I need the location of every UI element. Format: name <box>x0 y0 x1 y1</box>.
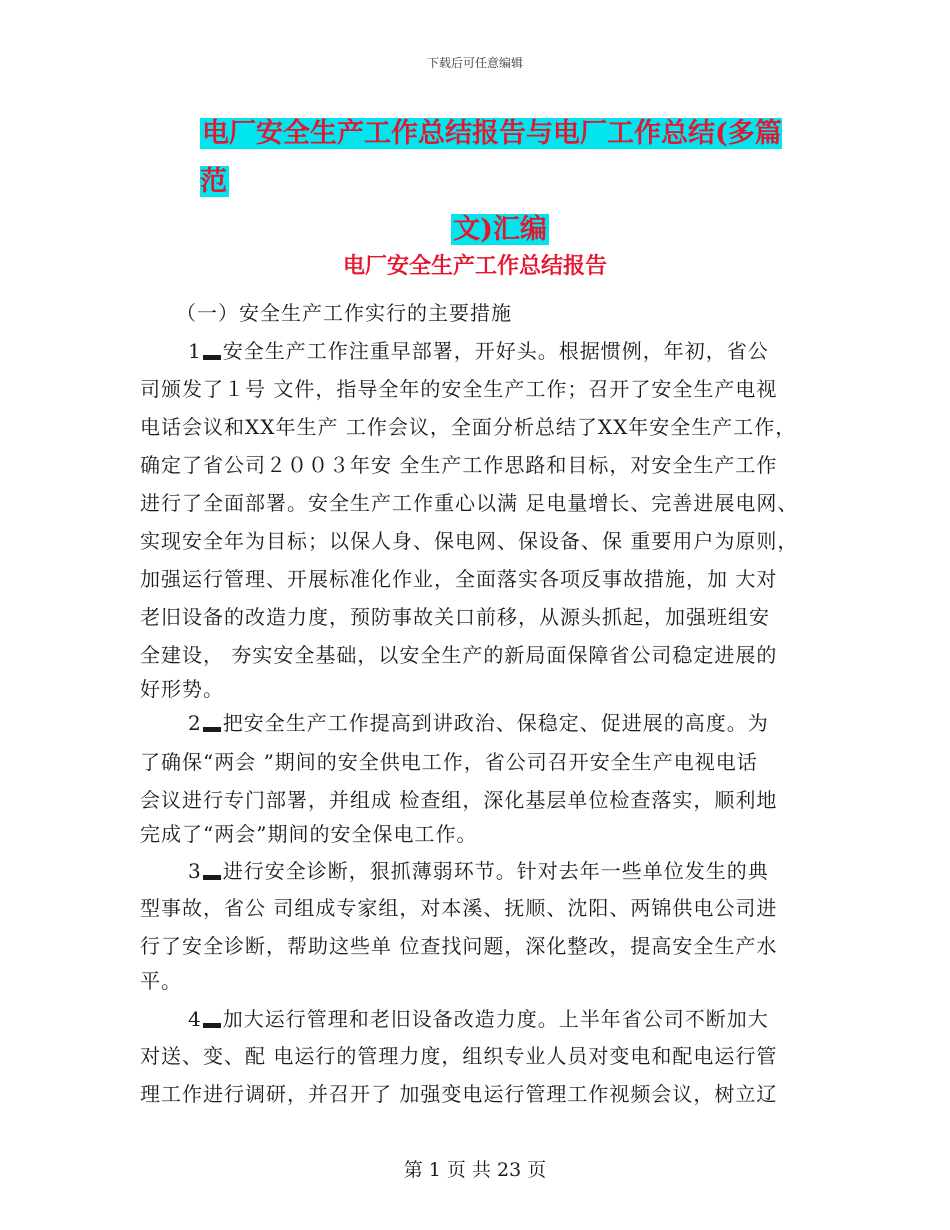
item-number: 2 <box>188 711 202 735</box>
paragraph-line: 型事故，省公 司组成专家组，对本溪、抚顺、沈阳、两锦供电公司进 <box>140 896 778 920</box>
paragraph-line: 完成了“两会”期间的安全保电工作。 <box>140 822 478 846</box>
paragraph-line: 2 把安全生产工作提高到讲政治、保稳定、促进展的高度。为 <box>188 711 769 735</box>
list-marker-icon <box>203 723 221 732</box>
paragraph-line: 司颁发了１号 文件，指导全年的安全生产工作；召开了安全生产电视 <box>140 377 778 401</box>
paragraph-line: 平。 <box>140 969 182 993</box>
paragraph-line: 会议进行专门部署，并组成 检查组，深化基层单位检查落实，顺利地 <box>140 788 778 812</box>
title-line-2: 文)汇编 <box>453 214 547 245</box>
item-number: 3 <box>188 859 202 883</box>
paragraph-line: 3 进行安全诊断，狠抓薄弱环节。针对去年一些单位发生的典 <box>188 859 769 883</box>
subheading: （一）安全生产工作实行的主要措施 <box>176 301 512 325</box>
list-marker-icon <box>203 351 221 360</box>
paragraph-line: 加强运行管理、开展标准化作业，全面落实各项反事故措施，加 大对 <box>140 567 778 591</box>
paragraph-line: 理工作进行调研，并召开了 加强变电运行管理工作视频会议，树立辽 <box>140 1082 778 1106</box>
paragraph-line: 行了安全诊断，帮助这些单 位查找问题，深化整改，提高安全生产水 <box>140 934 778 958</box>
document-title <box>200 110 800 254</box>
paragraph-line: 好形势。 <box>140 677 224 701</box>
paragraph-line: 实现安全年为目标；以保人身、保电网、保设备、保 重要用户为原则， <box>140 529 799 553</box>
paragraph-line: 了确保“两会 ”期间的安全供电工作，省公司召开安全生产电视电话 <box>140 750 758 774</box>
paragraph-line: 对送、变、配 电运行的管理力度，组织专业人员对变电和配电运行管 <box>140 1044 778 1068</box>
paragraph-line: 1 安全生产工作注重早部署，开好头。根据惯例，年初，省公 <box>188 339 769 363</box>
paragraph-line: 确定了省公司２００３年安 全生产工作思路和目标，对安全生产工作 <box>140 453 778 477</box>
section-title: 电厂安全生产工作总结报告 <box>342 253 607 279</box>
item-number: 1 <box>188 339 202 363</box>
list-marker-icon <box>203 871 221 880</box>
page-footer: 第 1 页 共 23 页 <box>403 1159 547 1181</box>
item-number: 4 <box>188 1007 202 1031</box>
paragraph-line: 电话会议和XX年生产 工作会议，全面分析总结了XX年安全生产工作， <box>140 415 797 439</box>
paragraph-line: 全建设， 夯实安全基础，以安全生产的新局面保障省公司稳定进展的 <box>140 643 778 667</box>
header-note: 下载后可任意编辑 <box>426 56 523 70</box>
list-marker-icon <box>203 1019 221 1028</box>
paragraph-line: 进行了全面部署。安全生产工作重心以满 足电量增长、完善进展电网、 <box>140 491 799 515</box>
title-line-1: 电厂安全生产工作总结报告与电厂工作总结(多篇范 <box>200 118 782 197</box>
paragraph-line: 老旧设备的改造力度，预防事故关口前移，从源头抓起，加强班组安 <box>140 605 770 629</box>
paragraph-line: 4 加大运行管理和老旧设备改造力度。上半年省公司不断加大 <box>188 1007 769 1031</box>
